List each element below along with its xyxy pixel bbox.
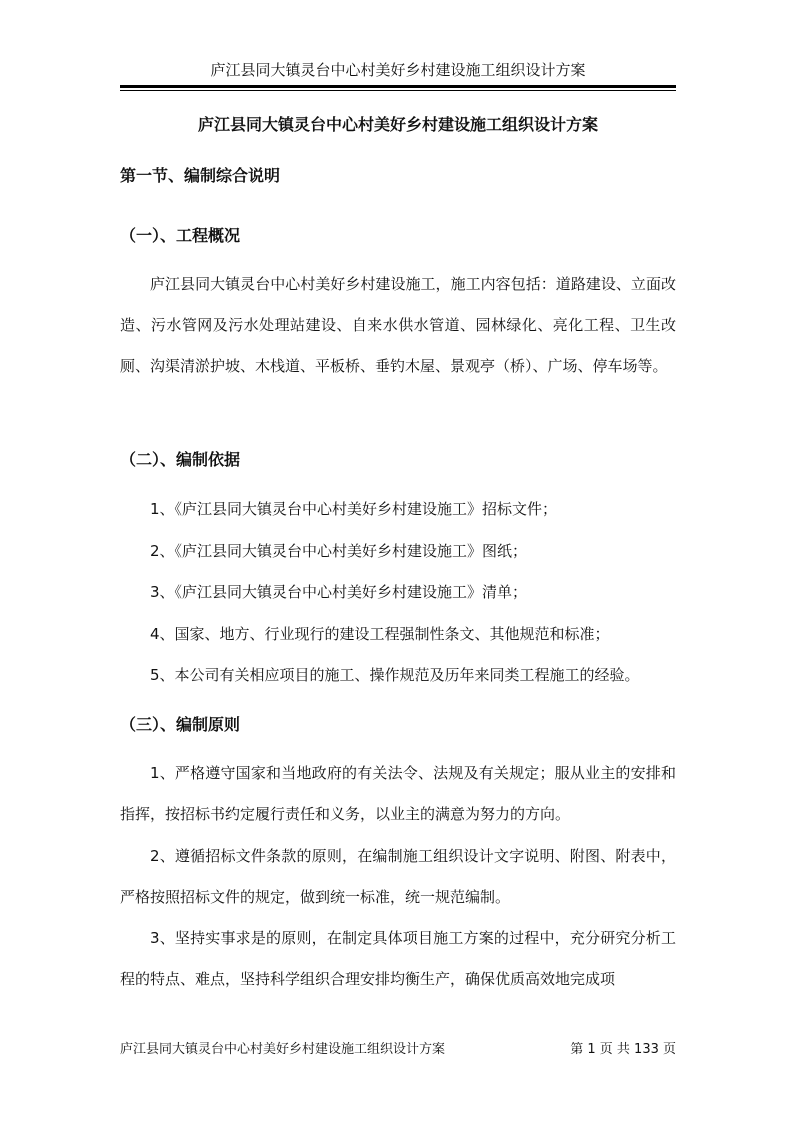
principle-paragraph-1: 1、严格遵守国家和当地政府的有关法令、法规及有关规定；服从业主的安排和指挥，按招标书约定履行责任和义务，以业主的满意为努力的方向。 [120,764,676,823]
basis-item-5: 5、本公司有关相应项目的施工、操作规范及历年来同类工程施工的经验。 [150,666,640,684]
header-rule-thin [120,90,676,91]
basis-item-1: 1、《庐江县同大镇灵台中心村美好乡村建设施工》招标文件； [150,500,558,518]
basis-heading: （二）、编制依据 [120,450,241,469]
overview-heading: （一）、工程概况 [120,226,241,245]
principle-paragraph-3: 3、坚持实事求是的原则，在制定具体项目施工方案的过程中，充分研究分析工程的特点、难点，坚持科学组织合理安排均衡生产，确保优质高效地完成项 [120,929,676,988]
footer-page-number: 第 1 页 共 133 页 [570,1042,676,1057]
principle-paragraph-2: 2、遵循招标文件条款的原则，在编制施工组织设计文字说明、附图、附表中，严格按照招标文件的规定，做到统一标准，统一规范编制。 [120,847,676,906]
document-title: 庐江县同大镇灵台中心村美好乡村建设施工组织设计方案 [197,115,598,134]
principles-heading: （三）、编制原则 [120,715,241,734]
basis-item-2: 2、《庐江县同大镇灵台中心村美好乡村建设施工》图纸； [150,542,528,560]
basis-item-3: 3、《庐江县同大镇灵台中心村美好乡村建设施工》清单； [150,583,528,601]
footer-document-name: 庐江县同大镇灵台中心村美好乡村建设施工组织设计方案 [120,1042,446,1057]
basis-item-4: 4、国家、地方、行业现行的建设工程强制性条文、其他规范和标准； [150,625,610,643]
header-rule-thick [120,85,676,88]
header-title: 庐江县同大镇灵台中心村美好乡村建设施工组织设计方案 [210,61,586,79]
overview-paragraph: 庐江县同大镇灵台中心村美好乡村建设施工，施工内容包括：道路建设、立面改造、污水管网及污水处理站建设、自来水供水管道、园林绿化、亮化工程、卫生改厕、沟渠清淤护坡、木栈道、平板桥、垂钓木屋、景观亭（桥）、广场、停车场等。 [120,275,676,375]
section-heading: 第一节、编制综合说明 [120,166,281,185]
